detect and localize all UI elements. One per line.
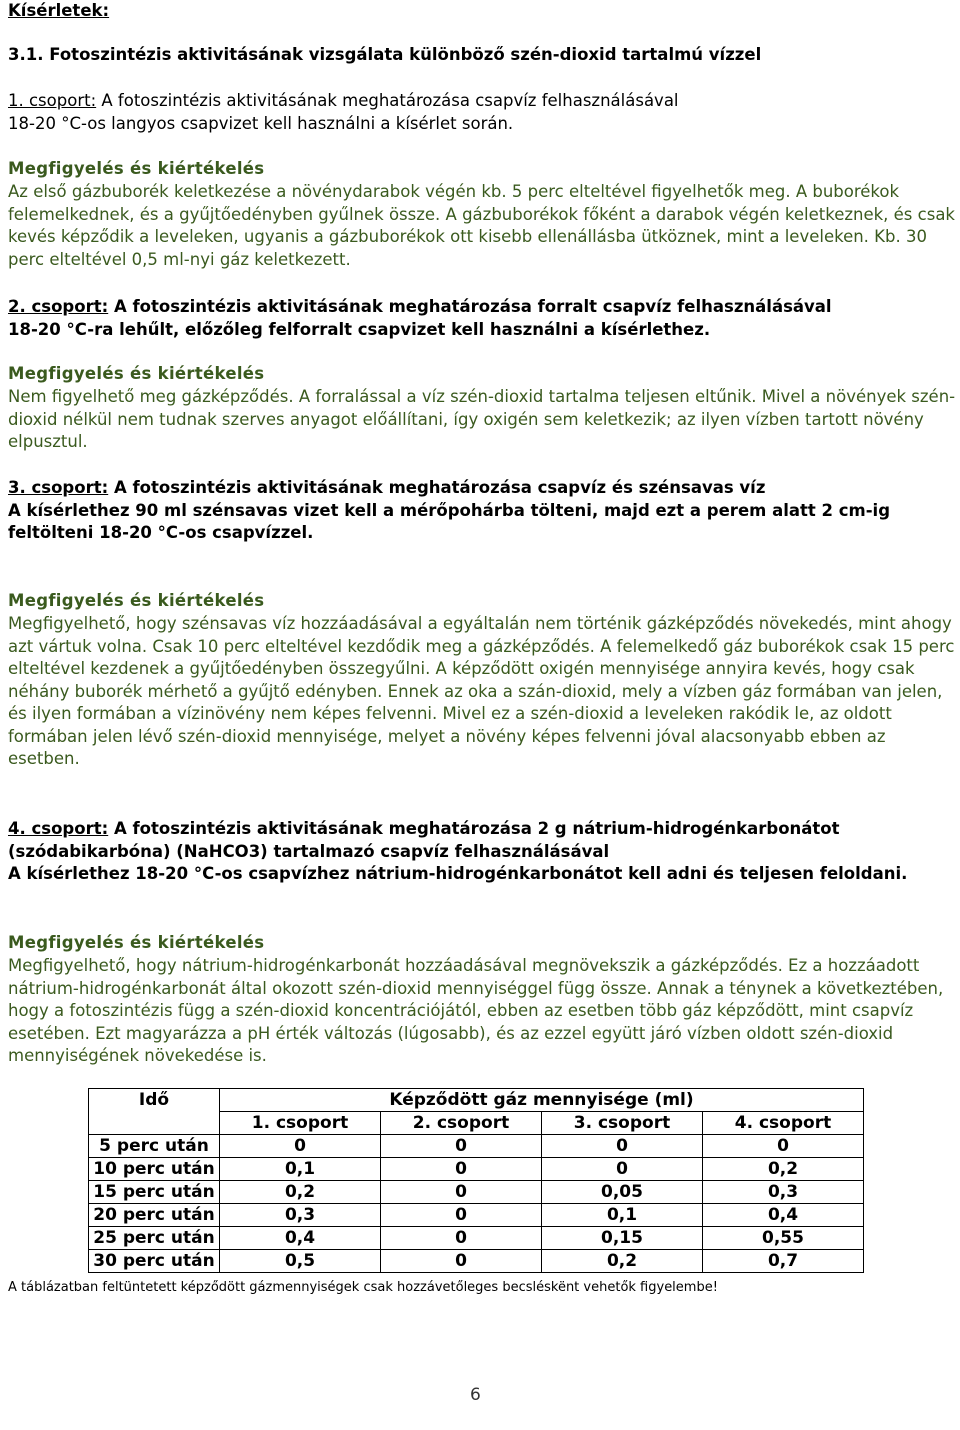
table-row <box>89 1204 864 1227</box>
table-cell: 10 perc után <box>89 1158 220 1181</box>
group-1-label: 1. csoport: <box>8 91 97 110</box>
table-cell: 0 <box>703 1135 864 1158</box>
table-header-time: Idő <box>89 1089 220 1135</box>
table-cell: 0,1 <box>542 1204 703 1227</box>
group-4-observation-title: Megfigyelés és kiértékelés <box>8 933 265 952</box>
table-cell: 20 perc után <box>89 1204 220 1227</box>
table-cell: 0,15 <box>542 1227 703 1250</box>
table-row <box>89 1250 864 1273</box>
table-header-group-2: 2. csoport <box>381 1112 542 1135</box>
table-cell: 0,5 <box>220 1250 381 1273</box>
table-row <box>89 1227 864 1250</box>
group-3-header <box>8 477 958 545</box>
group-4-label: 4. csoport: <box>8 819 109 838</box>
table-cell: 0 <box>542 1158 703 1181</box>
table-row <box>89 1158 864 1181</box>
table-cell: 5 perc után <box>89 1135 220 1158</box>
group-2-condition: 18-20 °C-ra lehűlt, előzőleg felforralt csapvizet kell használni a kísérlethez. <box>8 319 711 339</box>
table-cell: 0,55 <box>703 1227 864 1250</box>
table-cell: 0 <box>381 1181 542 1204</box>
group-2-observation: Nem figyelhető meg gázképződés. A forralással a víz szén-dioxid tartalma teljesen eltűnik. Mivel a növények szén-dioxid nélkül nem tudnak szerves anyagot előállítani, így oxigén sem keletkezik; az ilyen vízben tartott növény elpusztul. <box>8 387 956 451</box>
table-row <box>89 1135 864 1158</box>
table-header-row <box>89 1089 864 1112</box>
table-cell: 0,2 <box>703 1158 864 1181</box>
table-header-gas: Képződött gáz mennyisége (ml) <box>220 1089 864 1112</box>
group-4-header <box>8 818 958 886</box>
table-cell: 0,4 <box>220 1227 381 1250</box>
heading: Kísérletek: <box>8 1 110 20</box>
group-1-observation-title: Megfigyelés és kiértékelés <box>8 159 265 178</box>
group-1-observation: Az első gázbuborék keletkezése a növénydarabok végén kb. 5 perc elteltével figyelhetők meg. A buborékok felemelkednek, és a gyűjtőedényben gyűlnek össze. A gázbuborékok főként a darabok végén keletkeznek, és csak kevés képződik a leveleken, ugyanis a gázbuborékok ott kisebb ellenállásba ütköznek, mint a leveleken. Kb. 30 perc elteltével 0,5 ml-nyi gáz keletkezett. <box>8 182 955 269</box>
results-table <box>88 1088 864 1273</box>
group-4-title: A fotoszintézis aktivitásának meghatározása 2 g nátrium-hidrogénkarbonátot (szódabikarbóna) (NaHCO3) tartalmazó csapvíz felhasználásával <box>8 819 840 861</box>
group-1-condition: 18-20 °C-os langyos csapvizet kell használni a kísérlet során. <box>8 113 514 133</box>
table-cell: 0,4 <box>703 1204 864 1227</box>
table-header-group-4: 4. csoport <box>703 1112 864 1135</box>
table-cell: 0,1 <box>220 1158 381 1181</box>
group-2-label: 2. csoport: <box>8 297 109 316</box>
table-cell: 0 <box>381 1204 542 1227</box>
table-cell: 25 perc után <box>89 1227 220 1250</box>
group-1-title: A fotoszintézis aktivitásának meghatározása csapvíz felhasználásával <box>96 91 679 110</box>
table-header-group-1: 1. csoport <box>220 1112 381 1135</box>
table-cell: 0,3 <box>703 1181 864 1204</box>
table-cell: 0,3 <box>220 1204 381 1227</box>
group-2-observation-title: Megfigyelés és kiértékelés <box>8 364 265 383</box>
group-3-title: A fotoszintézis aktivitásának meghatározása csapvíz és szénsavas víz <box>108 478 766 497</box>
group-3-label: 3. csoport: <box>8 478 109 497</box>
table-cell: 0 <box>381 1250 542 1273</box>
table-cell: 0,05 <box>542 1181 703 1204</box>
table-cell: 0 <box>381 1227 542 1250</box>
group-3-observation: Megfigyelhető, hogy szénsavas víz hozzáadásával a egyáltalán nem történik gázképződés növekedés, mint ahogy azt vártuk volna. Csak 10 perc elteltével kezdődik meg a gázképződés. A felemelkedő gáz buborékok csak 15 perc elteltével kezdenek a gyűjtőedényben összegyűlni. A képződött oxigén mennyisége annyira kevés, hogy csak néhány buborék mérhető a gyűjtő edényben. Ennek az oka a szán-dioxid, mely a vízben gáz formában van jelen, és ilyen formában a vízinövény nem képes felvenni. Mivel ez a szén-dioxid a leveleken rakódik le, az oldott formában jelen lévő szén-dioxid mennyisége, melyet a növény képes felvenni jóval alacsonyabb ebben az esetben. <box>8 614 955 768</box>
group-1-header <box>8 90 958 135</box>
group-4-observation: Megfigyelhető, hogy nátrium-hidrogénkarbonát hozzáadásával megnövekszik a gázképződés. Ez a hozzáadott nátrium-hidrogénkarbonát által okozott szén-dioxid mennyiséggel függ össze. Annak a ténynek a következtében, hogy a fotoszintézis függ a szén-dioxid koncentrációjától, ebben az esetben több gáz képződött, mint csapvíz esetében. Ezt magyarázza a pH érték változás (lúgosabb), és az ezzel együtt járó vízben oldott szén-dioxid mennyiségének növekedése is. <box>8 956 944 1065</box>
table-footnote: A táblázatban feltüntetett képződött gázmennyiségek csak hozzávetőleges becsléskënt vehetők figyelembe! <box>8 1280 718 1295</box>
group-4-condition: A kísérlethez 18-20 °C-os csapvízhez nátrium-hidrogénkarbonátot kell adni és teljesen feloldani. <box>8 864 908 883</box>
table-cell: 0,2 <box>542 1250 703 1273</box>
group-2-header <box>8 296 958 341</box>
table-cell: 0,7 <box>703 1250 864 1273</box>
group-2-title: A fotoszintézis aktivitásának meghatározása forralt csapvíz felhasználásával <box>108 297 832 316</box>
table-cell: 0 <box>381 1158 542 1181</box>
group-3-observation-title: Megfigyelés és kiértékelés <box>8 591 265 610</box>
table-cell: 30 perc után <box>89 1250 220 1273</box>
group-3-condition: A kísérlethez 90 ml szénsavas vizet kell a mérőpohárba tölteni, majd ezt a perem alatt 2 cm-ig feltölteni 18-20 °C-os csapvízzel. <box>8 500 891 542</box>
section-title: 3.1. Fotoszintézis aktivitásának vizsgálata különböző szén-dioxid tartalmú vízzel <box>8 45 762 64</box>
table-cell: 0,2 <box>220 1181 381 1204</box>
page-number: 6 <box>470 1385 481 1405</box>
table-cell: 15 perc után <box>89 1181 220 1204</box>
table-header-group-3: 3. csoport <box>542 1112 703 1135</box>
table-cell: 0 <box>381 1135 542 1158</box>
table-cell: 0 <box>542 1135 703 1158</box>
table-cell: 0 <box>220 1135 381 1158</box>
table-row <box>89 1181 864 1204</box>
